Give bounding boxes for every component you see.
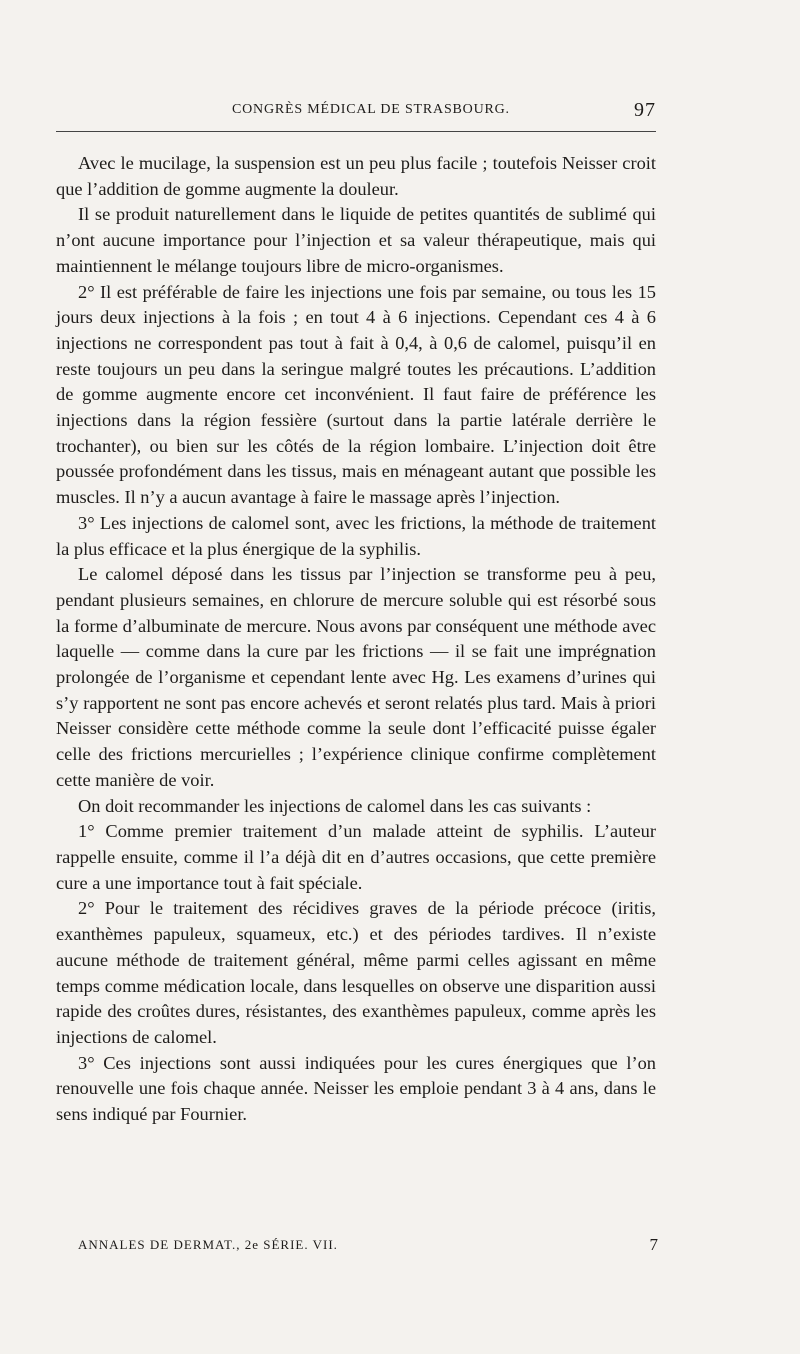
- page-number: 97: [634, 99, 656, 121]
- paragraph: 2° Pour le traitement des récidives graves de la période précoce (iritis, exanthèmes papuleux, squameux, etc.) et des périodes tardives. Il n’existe aucune méthode de traitement général, même parmi celles agissant en même temps comme médication locale, dans lesquelles on observe une disparition aussi rapide des croûtes dures, résistantes, des exanthèmes papuleux, comme après les injections de calomel.: [56, 898, 656, 1047]
- paragraph: 2° Il est préférable de faire les injections une fois par semaine, ou tous les 15 jours deux injections à la fois ; en tout 4 à 6 injections. Cependant ces 4 à 6 injections ne correspondent pas tout à fait à 0,4, à 0,6 de calomel, puisqu’il en reste toujours un peu dans la seringue malgré toutes les précautions. L’addition de gomme augmente encore cet inconvénient. Il faut faire de préférence les injections dans la région fessière (surtout dans la partie latérale derrière le trochanter), ou bien sur les côtés de la région lombaire. L’injection doit être poussée profondément dans les tissus, mais en ménageant autant que possible les muscles. Il n’y a aucun avantage à faire le massage après l’injection.: [56, 281, 656, 508]
- body-text: [56, 151, 656, 1128]
- paragraph: 3° Ces injections sont aussi indiquées pour les cures énergiques que l’on renouvelle une fois chaque année. Neisser les emploie pendant 3 à 4 ans, dans le sens indiqué par Fournier.: [56, 1052, 656, 1125]
- header-rule: [56, 131, 656, 132]
- paragraph: Avec le mucilage, la suspension est un peu plus facile ; toutefois Neisser croit que l’addition de gomme augmente la douleur.: [56, 153, 656, 199]
- paragraph: Le calomel déposé dans les tissus par l’injection se transforme peu à peu, pendant plusieurs semaines, en chlorure de mercure soluble qui est résorbé sous la forme d’albuminate de mercure. Nous avons par conséquent une méthode avec laquelle — comme dans la cure par les frictions — il se fait une imprégnation prolongée de l’organisme et cependant lente avec Hg. Les examens d’urines qui s’y rapportent ne sont pas encore achevés et seront relatés plus tard. Mais à priori Neisser considère cette méthode comme la seule dont l’efficacité puisse égaler celle des frictions mercurielles ; l’expérience clinique confirme complètement cette manière de voir.: [56, 564, 656, 790]
- paragraph: 1° Comme premier traitement d’un malade atteint de syphilis. L’auteur rappelle ensuite, comme il l’a déjà dit en d’autres occasions, que cette première cure a une importance tout à fait spéciale.: [56, 821, 656, 893]
- journal-footer: ANNALES DE DERMAT., 2e SÉRIE. VII.: [78, 1237, 338, 1252]
- paragraph: Il se produit naturellement dans le liquide de petites quantités de sublimé qui n’ont aucune importance pour l’injection et sa valeur thérapeutique, mais qui maintiennent le mélange toujours libre de micro-organismes.: [56, 204, 656, 276]
- paragraph: On doit recommander les injections de calomel dans les cas suivants :: [78, 795, 592, 816]
- running-head: [56, 99, 656, 126]
- page-footer: [78, 1237, 658, 1261]
- running-title: CONGRÈS MÉDICAL DE STRASBOURG.: [232, 102, 510, 117]
- signature-mark: 7: [649, 1235, 658, 1254]
- paragraph: 3° Les injections de calomel sont, avec les frictions, la méthode de traitement la plus efficace et la plus énergique de la syphilis.: [56, 512, 656, 559]
